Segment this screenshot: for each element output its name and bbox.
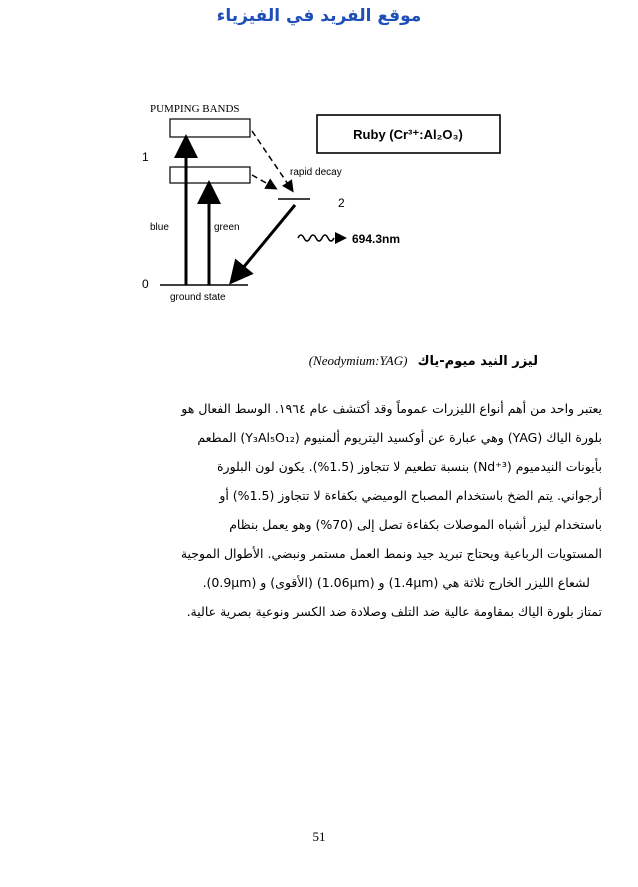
upper-pumping-band — [170, 119, 250, 137]
heading-latin: (Neodymium:YAG) — [308, 353, 408, 368]
blue-label: blue — [150, 222, 169, 233]
paragraph-line: أرجواني. يتم الضخ باستخدام المصباح الوميضي بكفاءة لا تتجاوز (1.5%) أو — [219, 488, 602, 503]
paragraph-line: يعتبر واحد من أهم أنواع الليزرات عموماً وقد أكتشف عام ١٩٦٤. الوسط الفعال هو — [181, 401, 602, 416]
pumping-bands-label: PUMPING BANDS — [150, 103, 240, 115]
level-0-label: 0 — [142, 277, 149, 291]
paragraph-line: لشعاع الليزر الخارج ثلاثة هي (1.4μm) و (1.06μm) (الأقوى) و (0.9μm). — [202, 575, 590, 590]
ground-state-label: ground state — [170, 292, 226, 303]
level-1-label: 1 — [142, 150, 149, 164]
heading-arabic: ليزر النيد ميوم-ياك — [417, 354, 538, 369]
paragraph-line: تمتاز بلورة الياك بمقاومة عالية ضد التلف وصلادة ضد الكسر ونوعية بصرية عالية. — [186, 604, 602, 619]
wavelength-label: 694.3nm — [352, 232, 401, 246]
paragraph-line: بلورة الياك (YAG) وهي عبارة عن أوكسيد اليتريوم ألمنيوم (Y₃Al₅O₁₂) المطعم — [197, 430, 602, 445]
page-number: 51 — [312, 829, 326, 844]
photon-arrow-icon — [335, 232, 347, 244]
paragraph-line: باستخدام ليزر أشباه الموصلات بكفاءة تصل إلى (70%) وهو يعمل بنظام — [229, 517, 602, 532]
decay-arrow-upper — [252, 131, 292, 190]
ruby-label: Ruby (Cr³⁺:Al₂O₃) — [353, 127, 463, 142]
energy-level-svg — [130, 95, 515, 310]
paragraph-line: بأيونات النيدميوم (Nd⁺³) بنسبة تطعيم لا تتجاوز (1.5%). يكون لون البلورة — [217, 459, 602, 474]
ruby-laser-energy-diagram — [130, 95, 515, 310]
laser-transition-arrow — [233, 205, 295, 280]
rapid-decay-label: rapid decay — [290, 167, 342, 178]
green-label: green — [214, 222, 240, 233]
level-2-label: 2 — [338, 196, 345, 210]
photon-wave-icon — [298, 235, 334, 241]
site-title: موقع الفريد في الفيزياء — [216, 6, 422, 26]
paragraph-line: المستويات الرباعية ويحتاج تبريد جيد ونمط العمل مستمر ونبضي. الأطوال الموجية — [180, 546, 602, 561]
section-heading — [309, 353, 538, 369]
decay-arrow-lower — [252, 175, 275, 188]
lower-pumping-band — [170, 167, 250, 183]
